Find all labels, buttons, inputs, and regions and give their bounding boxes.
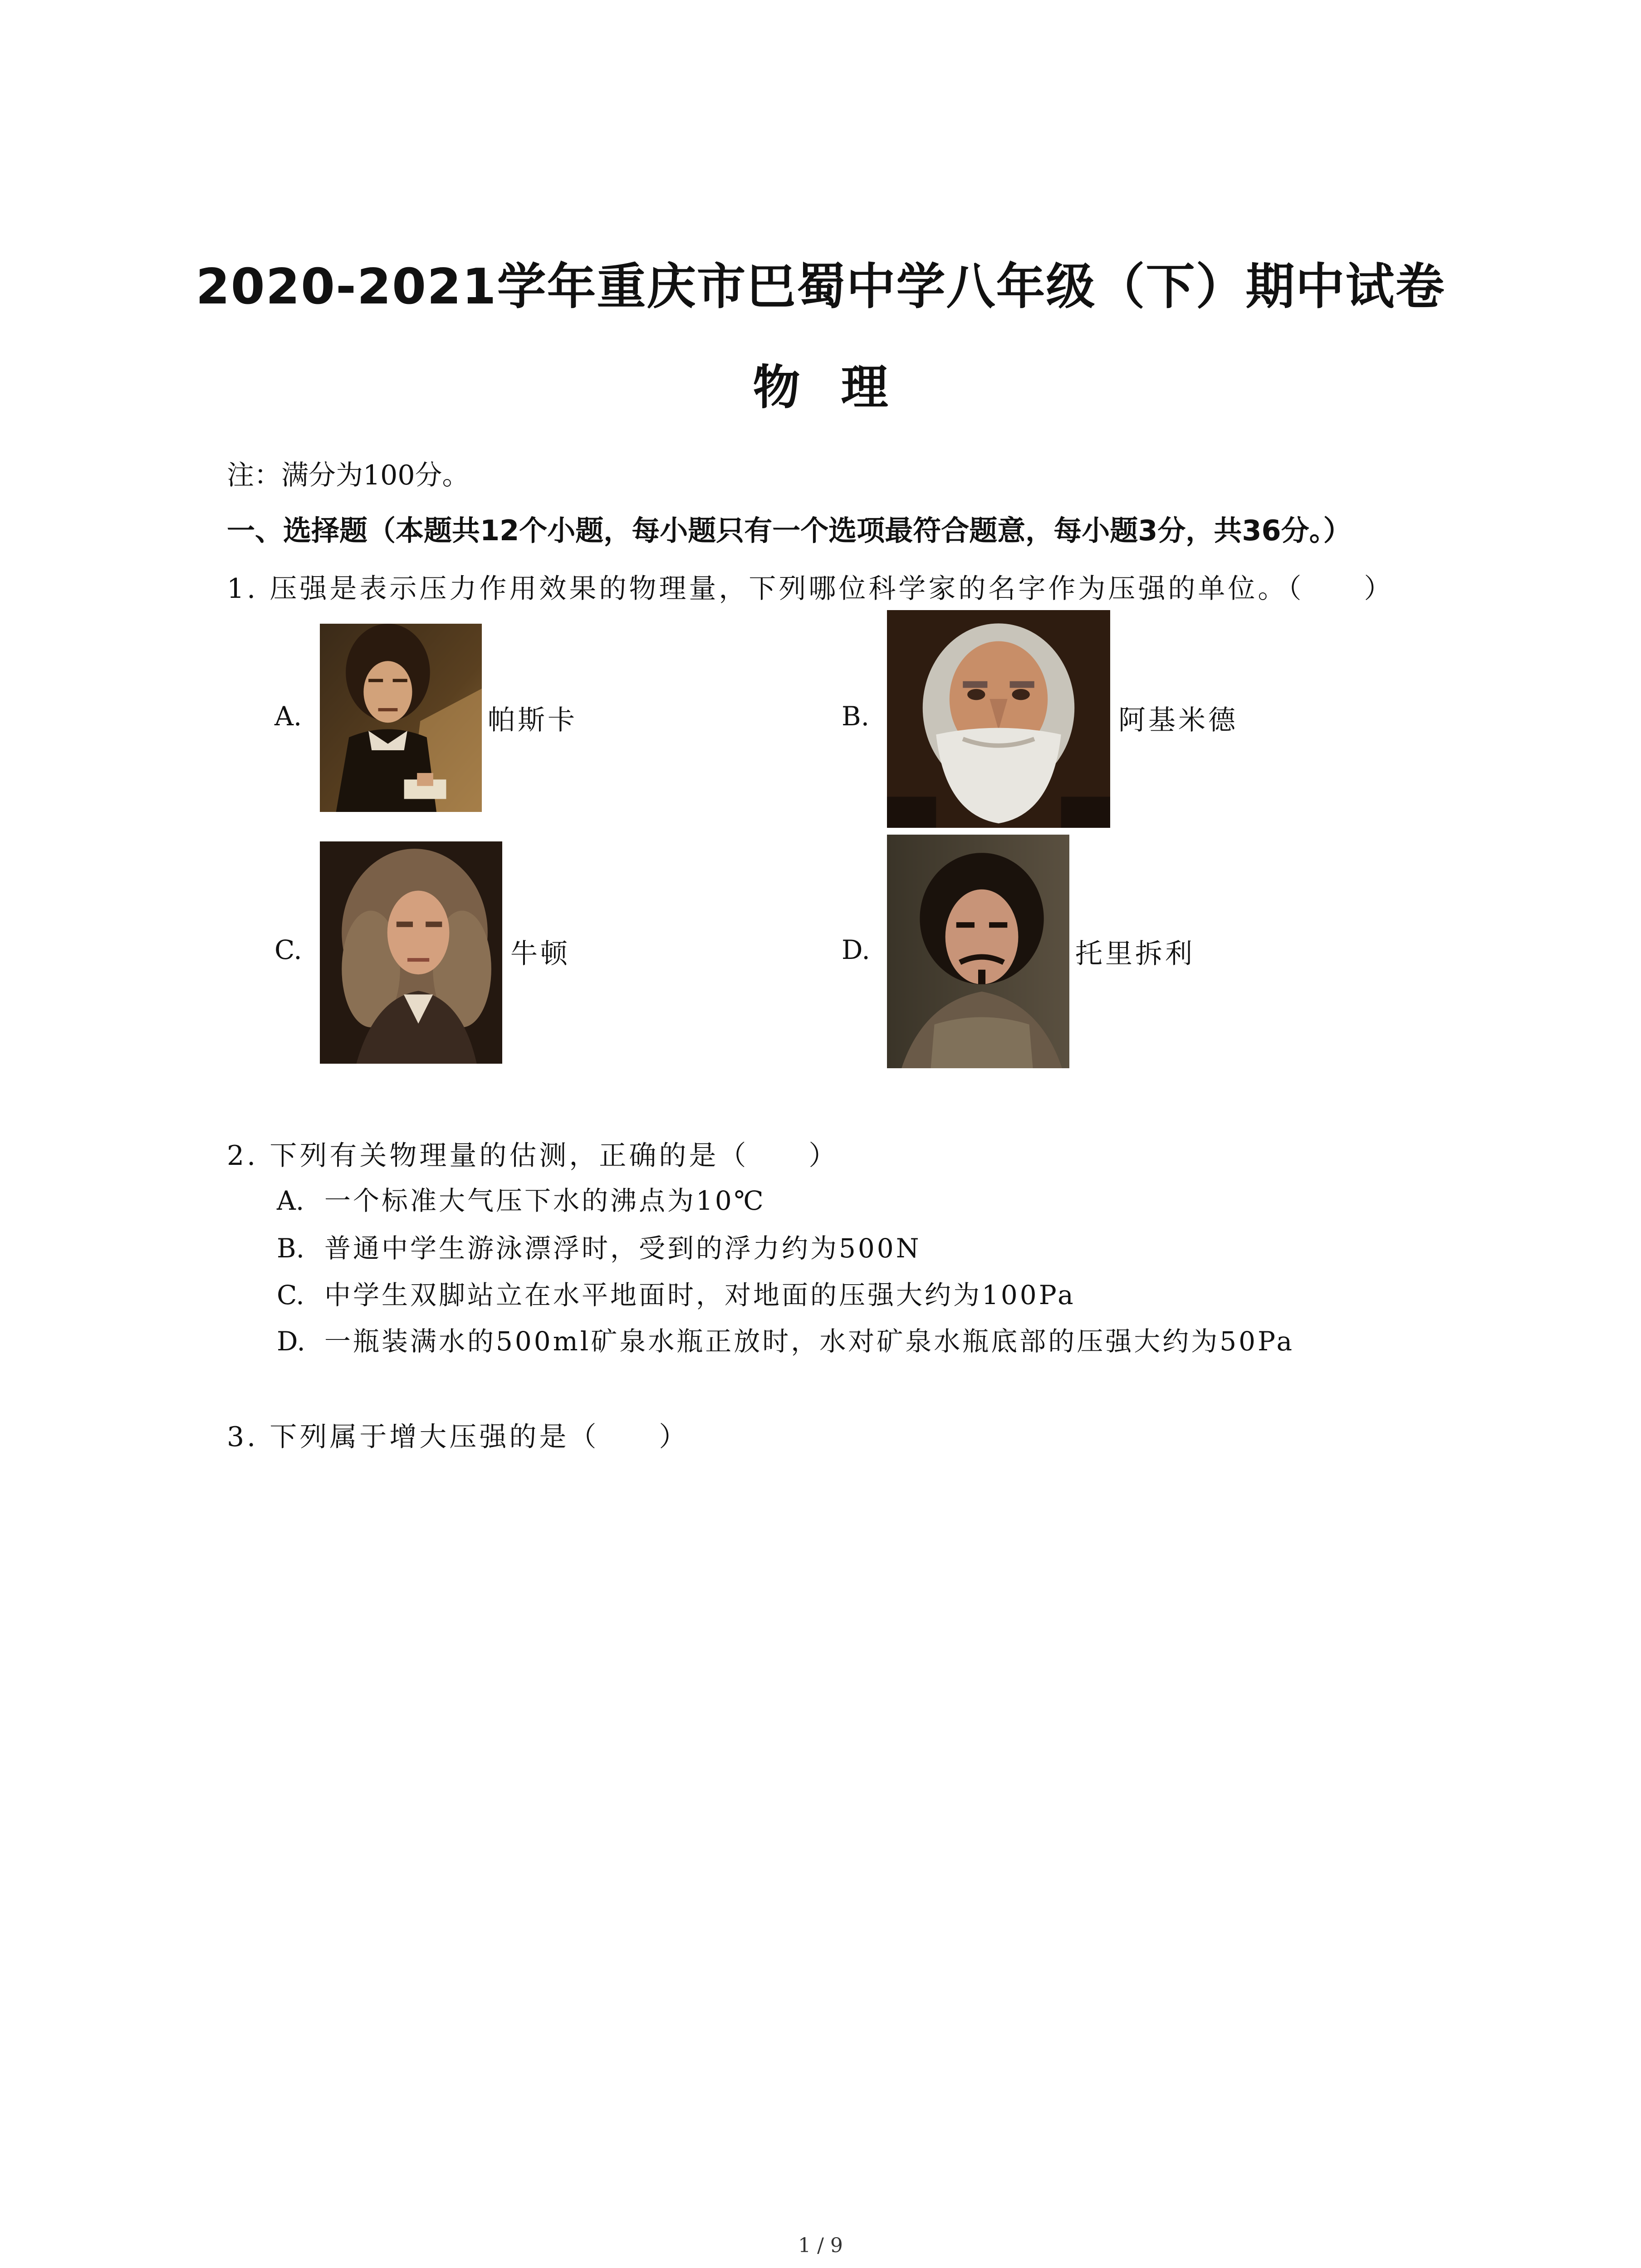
section-heading: 一、选择题（本题共12个小题，每小题只有一个选项最符合题意，每小题3分，共36分。）: [227, 514, 1352, 547]
q2-option-c-letter: C.: [277, 1280, 304, 1310]
q1-option-a-name: 帕斯卡: [488, 704, 578, 736]
exam-subject: 物理: [753, 360, 929, 415]
q2-option-d-text: 一瓶装满水的500ml矿泉水瓶正放时，水对矿泉水瓶底部的压强大约为50Pa: [324, 1326, 1295, 1357]
q1-option-c-name: 牛顿: [510, 938, 570, 970]
score-note: 注：满分为100分。: [227, 459, 470, 491]
q1-option-a-letter: A.: [274, 701, 302, 732]
q1-option-d-letter: D.: [842, 934, 870, 965]
q2-option-c: [277, 1274, 1076, 1312]
question-1-stem: 1. 压强是表示压力作用效果的物理量，下列哪位科学家的名字作为压强的单位。（ ）: [227, 573, 1394, 605]
pascal-portrait-icon: [320, 624, 482, 812]
question-3-stem: 3. 下列属于增大压强的是（ ）: [227, 1421, 689, 1453]
q1-option-b-letter: B.: [842, 701, 870, 732]
q2-option-a-text: 一个标准大气压下水的沸点为10℃: [324, 1185, 766, 1216]
q2-option-b-letter: B.: [277, 1233, 305, 1264]
q2-option-a-letter: A.: [277, 1185, 304, 1216]
torricelli-portrait-icon: [887, 835, 1069, 1068]
q1-option-c-letter: C.: [274, 934, 302, 965]
question-2-stem: 2. 下列有关物理量的估测，正确的是（ ）: [227, 1140, 839, 1172]
q2-option-a: [277, 1179, 766, 1217]
q1-option-d-name: 托里拆利: [1075, 938, 1195, 970]
q2-option-d-letter: D.: [277, 1326, 305, 1357]
q2-option-b-text: 普通中学生游泳漂浮时，受到的浮力约为500N: [324, 1233, 921, 1264]
exam-title: 2020-2021学年重庆市巴蜀中学八年级（下）期中试卷: [196, 259, 1445, 315]
q1-option-b-name: 阿基米德: [1118, 704, 1238, 736]
archimedes-portrait-icon: [887, 610, 1110, 828]
newton-portrait-icon: [320, 841, 502, 1064]
q2-option-d: [277, 1320, 1294, 1358]
page-number: 1 / 9: [798, 2234, 843, 2257]
q2-option-b: [277, 1227, 921, 1265]
q2-option-c-text: 中学生双脚站立在水平地面时，对地面的压强大约为100Pa: [324, 1280, 1076, 1310]
